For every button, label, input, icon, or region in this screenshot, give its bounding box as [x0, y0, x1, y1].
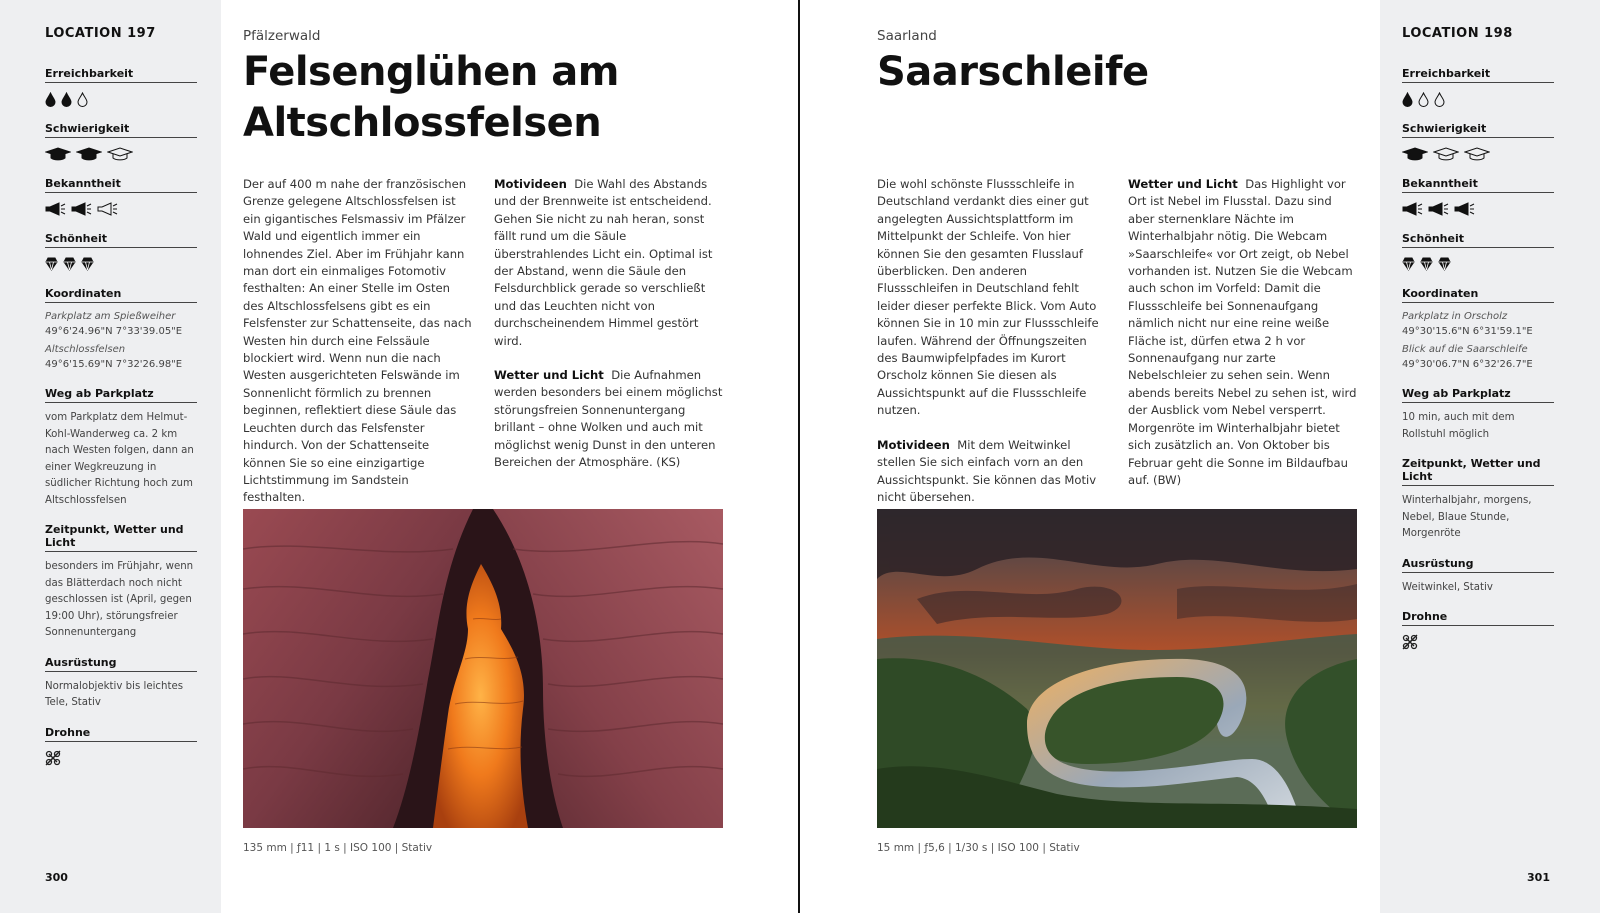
reach-label: Erreichbarkeit [1402, 67, 1554, 83]
region-label: Saarland [877, 28, 937, 44]
page-number: 300 [45, 871, 68, 884]
difficulty-section [45, 122, 197, 163]
graduation-cap-icon [76, 147, 102, 161]
motif-label: Motivideen [877, 437, 950, 452]
weather-paragraph [1128, 176, 1357, 489]
megaphone-icon [45, 202, 66, 216]
motif-paragraph [494, 176, 723, 350]
diamond-icon [45, 257, 58, 271]
article-columns [877, 176, 1357, 523]
title-line: Felsenglühen am [243, 49, 619, 95]
page-title [243, 47, 723, 149]
megaphone-icon [1428, 202, 1449, 216]
time-section [45, 523, 197, 642]
gear-text: Weitwinkel, Stativ [1402, 581, 1493, 593]
diamond-icon [1438, 257, 1451, 271]
page-title: Saarschleife [877, 49, 1149, 95]
time-section [1402, 457, 1576, 543]
coordinate-value: 49°30'06.7"N 6°32'26.7"E [1402, 359, 1533, 370]
drone-icon [45, 750, 61, 766]
article-column [494, 176, 723, 524]
location-number: LOCATION 198 [1402, 26, 1513, 41]
coordinate-value: 49°6'24.96"N 7°33'39.05"E [45, 326, 183, 337]
difficulty-rating [45, 145, 197, 163]
coordinates-section [45, 287, 197, 373]
drop-icon [77, 92, 88, 107]
fame-label: Bekanntheit [45, 177, 197, 193]
graduation-cap-icon [107, 147, 133, 161]
diamond-icon [1420, 257, 1433, 271]
megaphone-icon [97, 202, 118, 216]
coordinate-name: Parkplatz in Orscholz [1402, 311, 1508, 322]
right-page [877, 0, 1357, 854]
drone-rating [1402, 633, 1576, 651]
beauty-section [45, 232, 197, 273]
river-bend-photo [877, 509, 1357, 828]
region-label: Pfälzerwald [243, 28, 321, 44]
path-text: vom Parkplatz dem Helmut-Kohl-Wanderweg ca. 2 km nach Westen folgen, dann an einer Wegkreuzung in südlicher Richtung hoch zum Altschlossfelsen [45, 412, 194, 506]
weather-label: Wetter und Licht [494, 368, 604, 383]
drop-icon [61, 92, 72, 107]
time-text: Winterhalbjahr, morgens, Nebel, Blaue Stunde, Morgenröte [1402, 495, 1532, 539]
left-page [243, 0, 723, 854]
gear-section [1402, 557, 1576, 597]
reach-label: Erreichbarkeit [45, 67, 197, 83]
rock-arch-photo [243, 509, 723, 828]
location-number: LOCATION 197 [45, 26, 156, 41]
fame-label: Bekanntheit [1402, 177, 1554, 193]
gear-label: Ausrüstung [45, 656, 197, 672]
coordinates-label: Koordinaten [45, 287, 197, 303]
difficulty-label: Schwierigkeit [45, 122, 197, 138]
intro-paragraph: Der auf 400 m nahe der französischen Grenze gelegene Altschlossfelsen ist ein gigantisches Felsmassiv im Pfälzer Wald und eigentlich immer ein lohnendes Ziel. Aber im Frühjahr kann man dort ein einmaliges Fotomotiv festhalten: An einer Stelle im Osten des Altschlossfelsens gibt es ein Felsfenster zur Schattenseite, das nach Westen hin durch eine Felssäule blockiert wird. Wenn nun die nach Westen ausgerichteten Felswände im Sonnenlicht förmlich zu brennen beginnen, reflektiert diese Säule das Leuchten durch das Felsfenster hindurch. Von der Schattenseite können Sie so eine einzigartige Lichtstimmung im Sandstein festhalten. [243, 177, 472, 505]
coordinate-value: 49°6'15.69"N 7°32'26.98"E [45, 359, 183, 370]
right-info-sidebar [1380, 0, 1600, 913]
rock-arch-image [243, 509, 723, 828]
motif-label: Motivideen [494, 177, 567, 191]
article-column [877, 176, 1106, 523]
beauty-rating [1402, 255, 1576, 273]
coordinates-label: Koordinaten [1402, 287, 1554, 303]
megaphone-icon [1402, 202, 1423, 216]
left-info-sidebar [0, 0, 221, 913]
article-column [1128, 176, 1357, 523]
motif-text: Mit dem Weitwinkel stellen Sie sich einfach vorn an den Aussichtspunkt. Sie können das Motiv nicht übersehen. [877, 437, 1097, 504]
drop-icon [1418, 92, 1429, 107]
beauty-section [1402, 232, 1576, 273]
drone-section [1402, 610, 1576, 651]
fame-section [1402, 177, 1576, 218]
beauty-rating [45, 255, 197, 273]
difficulty-label: Schwierigkeit [1402, 122, 1554, 138]
reach-section [45, 67, 197, 108]
diamond-icon [81, 257, 94, 271]
article-column [243, 176, 472, 524]
photo-caption: 15 mm | ƒ5,6 | 1/30 s | ISO 100 | Stativ [877, 842, 1080, 854]
intro-paragraph: Die wohl schönste Flussschleife in Deutschland verdankt dies einer gut angelegten Aussichtsplattform im Mittelpunkt der Schleife. Von hier können Sie den gesamten Flusslauf überblicken. Den anderen Flussschleifen in Deutschland fehlt leider dieser perfekte Blick. Vom Auto können Sie in 10 min zur Flussschleife laufen. Während der Öffnungszeiten des Baumwipfelpfades im Kurort Orscholz können Sie diesen als Aussichtspunkt auf die Flussschleife nutzen. [877, 177, 1099, 418]
megaphone-icon [1454, 202, 1475, 216]
photo-caption: 135 mm | ƒ11 | 1 s | ISO 100 | Stativ [243, 842, 433, 854]
reach-rating [1402, 90, 1576, 108]
time-text: besonders im Frühjahr, wenn das Blätterdach noch nicht geschlossen ist (April, gegen 19:00 Uhr), störungsfreier Sonnenuntergang [45, 561, 194, 638]
megaphone-icon [71, 202, 92, 216]
graduation-cap-icon [1464, 147, 1490, 161]
gear-label: Ausrüstung [1402, 557, 1554, 573]
path-section [1402, 387, 1576, 443]
drone-icon [1402, 634, 1418, 650]
diamond-icon [1402, 257, 1415, 271]
coordinates-section [1402, 287, 1576, 373]
drop-icon [1402, 92, 1413, 107]
motif-text: Die Wahl des Abstands und der Brennweite ist entscheidend. Gehen Sie nicht zu nah heran, sonst fällt rund um die Säule überstrahlendes Licht ein. Optimal ist der Abstand, wenn die Säule den Felsdurchblick gerade so verschließt und das Leuchten nicht von durchscheinendem Himmel gestört wird. [494, 177, 713, 348]
weather-text: Das Highlight vor Ort ist Nebel im Flusstal. Dazu sind aber sternenklare Nächte im Winterhalbjahr nötig. Die Webcam »Saarschleife« vor Ort zeigt, ob Nebel vorhanden ist. Nutzen Sie die Webcam auch schon im Vorfeld: Damit die Flussschleife bei Sonnenaufgang nämlich nicht nur eine reine weiße Fläche ist, dürfen etwa 2 h vor Sonnenaufgang nur zarte Nebelschleier zu sehen sein. Wenn abends bereits Nebel zu sehen ist, wird der Ausblick vom Nebel versperrt. Morgenröte im Winterhalbjahr bietet sich zusätzlich an. Von Oktober bis Februar geht die Sonne im Bildaufbau auf. (BW) [1128, 177, 1357, 487]
motif-paragraph [877, 437, 1106, 507]
diamond-icon [63, 257, 76, 271]
path-label: Weg ab Parkplatz [1402, 387, 1554, 403]
graduation-cap-icon [45, 147, 71, 161]
page-number: 301 [1527, 871, 1550, 884]
drop-icon [45, 92, 56, 107]
drop-icon [1434, 92, 1445, 107]
time-label: Zeitpunkt, Wetter und Licht [45, 523, 197, 552]
drone-section [45, 726, 197, 767]
fame-section [45, 177, 197, 218]
beauty-label: Schönheit [1402, 232, 1554, 248]
drone-label: Drohne [1402, 610, 1554, 626]
weather-paragraph [494, 367, 723, 471]
weather-label: Wetter und Licht [1128, 177, 1238, 191]
difficulty-rating [1402, 145, 1576, 163]
gear-section [45, 656, 197, 712]
coordinate-name: Altschlossfelsen [45, 344, 126, 355]
river-bend-image [877, 509, 1357, 828]
article-columns [243, 176, 723, 524]
drone-rating [45, 749, 197, 767]
graduation-cap-icon [1402, 147, 1428, 161]
title-line: Altschlossfelsen [243, 100, 602, 146]
fame-rating [1402, 200, 1576, 218]
time-label: Zeitpunkt, Wetter und Licht [1402, 457, 1554, 486]
weather-text: Die Aufnahmen werden besonders bei einem möglichst störungsfreien Sonnenuntergang brillant – ohne Wolken und auch mit möglichst wenig Dunst in den unteren Bereichen der Atmosphäre. (KS) [494, 368, 723, 470]
reach-section [1402, 67, 1576, 108]
coordinate-value: 49°30'15.6"N 6°31'59.1"E [1402, 326, 1533, 337]
fame-rating [45, 200, 197, 218]
coordinate-name: Parkplatz am Spießweiher [45, 311, 176, 322]
difficulty-section [1402, 122, 1576, 163]
path-text: 10 min, auch mit dem Rollstuhl möglich [1402, 412, 1515, 440]
graduation-cap-icon [1433, 147, 1459, 161]
beauty-label: Schönheit [45, 232, 197, 248]
page-gutter [798, 0, 800, 913]
gear-text: Normalobjektiv bis leichtes Tele, Stativ [45, 680, 184, 708]
reach-rating [45, 90, 197, 108]
drone-label: Drohne [45, 726, 197, 742]
path-label: Weg ab Parkplatz [45, 387, 197, 403]
path-section [45, 387, 197, 509]
coordinate-name: Blick auf die Saarschleife [1402, 344, 1528, 355]
